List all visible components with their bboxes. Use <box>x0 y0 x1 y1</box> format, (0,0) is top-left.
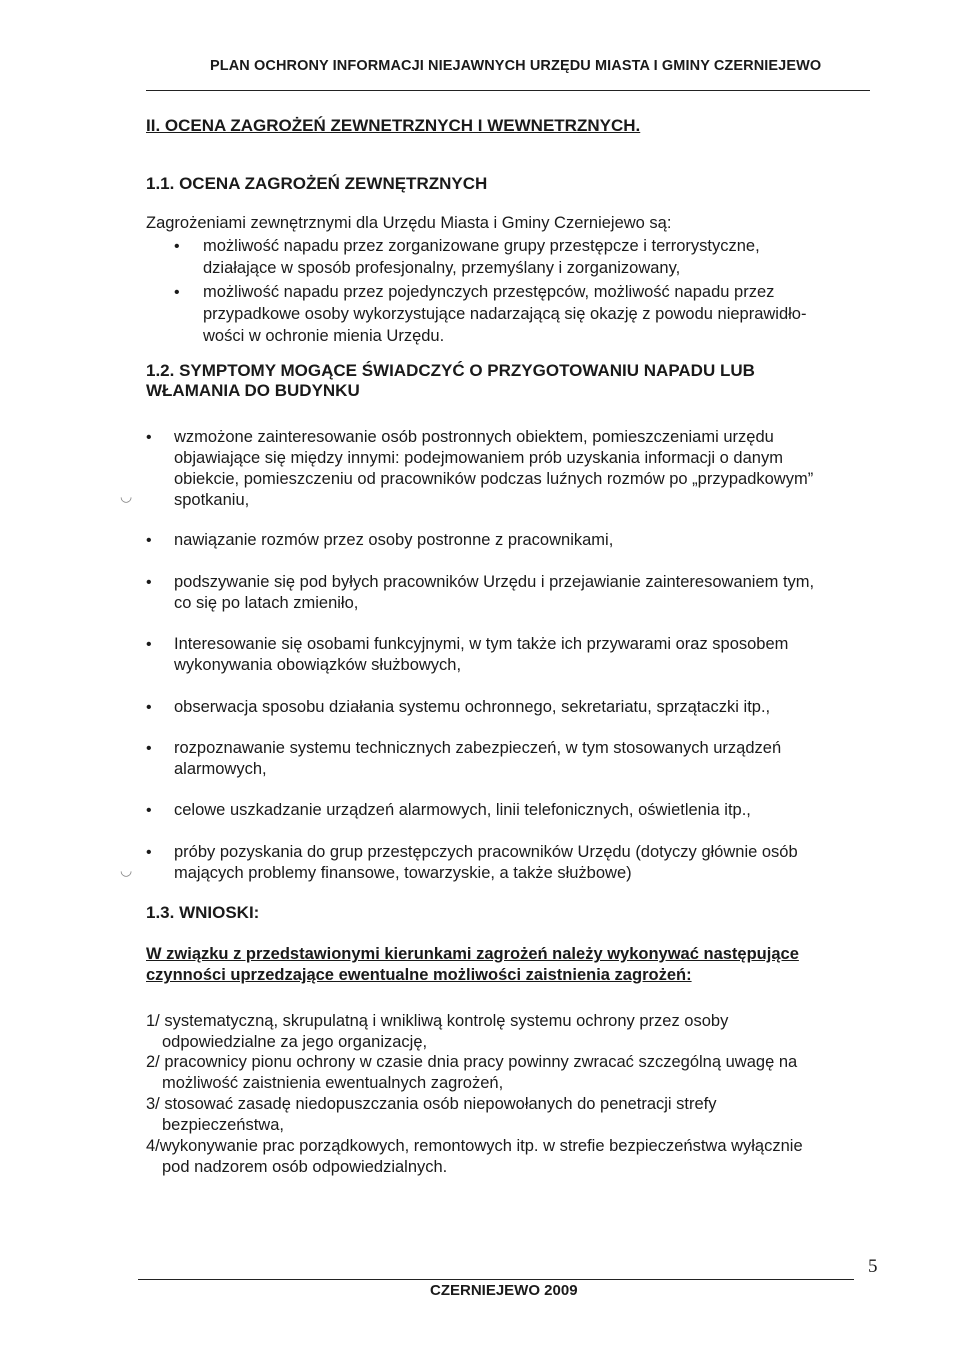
conclusion-3-line1: 3/ stosować zasadę niedopuszczania osób niepowołanych do penetracji strefy <box>146 1095 717 1113</box>
symptom-item-6-line2: alarmowych, <box>174 760 267 778</box>
page-number: 5 <box>868 1256 878 1277</box>
header-rule <box>146 90 870 91</box>
bullet-icon: • <box>174 284 180 301</box>
threat-item-1-line1: możliwość napadu przez zorganizowane grupy przestępcze i terrorystyczne, <box>203 237 760 255</box>
bullet-icon: • <box>146 429 152 446</box>
bullet-icon: • <box>146 740 152 757</box>
bullet-icon: • <box>146 699 152 716</box>
threat-item-2-line3: wości w ochronie mienia Urzędu. <box>203 327 445 345</box>
punch-hole-mark: ◡ <box>120 488 133 504</box>
page-header: PLAN OCHRONY INFORMACJI NIEJAWNYCH URZĘDU MIASTA I GMINY CZERNIEJEWO <box>210 58 822 74</box>
symptom-item-8-line1: próby pozyskania do grup przestępczych pracowników Urzędu (dotyczy głównie osób <box>174 843 798 861</box>
conclusion-3-line2: bezpieczeństwa, <box>162 1116 284 1134</box>
page-footer: CZERNIEJEWO 2009 <box>430 1282 578 1299</box>
bullet-icon: • <box>146 532 152 549</box>
conclusion-1-line2: odpowiedzialne za jego organizację, <box>162 1033 428 1051</box>
bullet-icon: • <box>146 574 152 591</box>
conclusion-1-line1: 1/ systematyczną, skrupulatną i wnikliwą kontrolę systemu ochrony przez osoby <box>146 1012 729 1030</box>
symptom-item-8-line2: mających problemy finansowe, towarzyskie, a także służbowe) <box>174 864 632 882</box>
bullet-icon: • <box>174 238 180 255</box>
subsection-title-1-2-line1: 1.2. SYMPTOMY MOGĄCE ŚWIADCZYĆ O PRZYGOTOWANIU NAPADU LUB <box>146 361 755 380</box>
section-title: II. OCENA ZAGROŻEŃ ZEWNETRZNYCH I WEWNETRZNYCH. <box>146 116 641 135</box>
symptom-item-3-line1: podszywanie się pod byłych pracowników Urzędu i przejawianie zainteresowaniem tym, <box>174 573 815 591</box>
symptom-item-1-line4: spotkaniu, <box>174 491 250 509</box>
subsection-title-1-3: 1.3. WNIOSKI: <box>146 903 260 922</box>
bullet-icon: • <box>146 802 152 819</box>
symptom-item-2-line1: nawiązanie rozmów przez osoby postronne z pracownikami, <box>174 531 614 549</box>
intro-text: Zagrożeniami zewnętrznymi dla Urzędu Miasta i Gminy Czerniejewo są: <box>146 214 672 232</box>
symptom-item-5-line1: obserwacja sposobu działania systemu ochronnego, sekretariatu, sprzątaczki itp., <box>174 698 771 716</box>
bullet-icon: • <box>146 844 152 861</box>
symptom-item-4-line2: wykonywania obowiązków służbowych, <box>174 656 462 674</box>
footer-rule <box>138 1279 854 1280</box>
symptom-item-3-line2: co się po latach zmieniło, <box>174 594 359 612</box>
symptom-item-6-line1: rozpoznawanie systemu technicznych zabezpieczeń, w tym stosowanych urządzeń <box>174 739 782 757</box>
symptom-item-1-line2: objawiające się między innymi: podejmowaniem prób uzyskania informacji o danym <box>174 449 783 467</box>
conclusion-2-line1: 2/ pracownicy pionu ochrony w czasie dnia pracy powinny zwracać szczególną uwagę na <box>146 1053 798 1071</box>
bullet-icon: • <box>146 636 152 653</box>
symptom-item-7-line1: celowe uszkadzanie urządzeń alarmowych, linii telefonicznych, oświetlenia itp., <box>174 801 751 819</box>
punch-hole-mark: ◡ <box>120 862 133 878</box>
symptom-item-4-line1: Interesowanie się osobami funkcyjnymi, w tym także ich przywarami oraz sposobem <box>174 635 789 653</box>
symptom-item-1-line1: wzmożone zainteresowanie osób postronnych obiektem, pomieszczeniami urzędu <box>174 428 774 446</box>
subsection-title-1-2-line2: WŁAMANIA DO BUDYNKU <box>146 381 360 400</box>
threat-item-2-line2: przypadkowe osoby wykorzystujące nadarzającą się okazję z powodu nieprawidło- <box>203 305 807 323</box>
conclusions-lead-line2: czynności uprzedzające ewentualne możliwości zaistnienia zagrożeń: <box>146 966 692 984</box>
conclusion-4-line2: pod nadzorem osób odpowiedzialnych. <box>162 1158 448 1176</box>
conclusion-2-line2: możliwość zaistnienia ewentualnych zagrożeń, <box>162 1074 504 1092</box>
threat-item-1-line2: działające w sposób profesjonalny, przemyślany i zorganizowany, <box>203 259 681 277</box>
conclusion-4-line1: 4/wykonywanie prac porządkowych, remontowych itp. w strefie bezpieczeństwa wyłącznie <box>146 1137 803 1155</box>
threat-item-2-line1: możliwość napadu przez pojedynczych przestępców, możliwość napadu przez <box>203 283 775 301</box>
symptom-item-1-line3: obiekcie, pomieszczeniu od pracowników podczas luźnych rozmów po „przypadkowym” <box>174 470 814 488</box>
conclusions-lead-line1: W związku z przedstawionymi kierunkami zagrożeń należy wykonywać następujące <box>146 945 799 963</box>
subsection-title-1-1: 1.1. OCENA ZAGROŻEŃ ZEWNĘTRZNYCH <box>146 174 488 193</box>
